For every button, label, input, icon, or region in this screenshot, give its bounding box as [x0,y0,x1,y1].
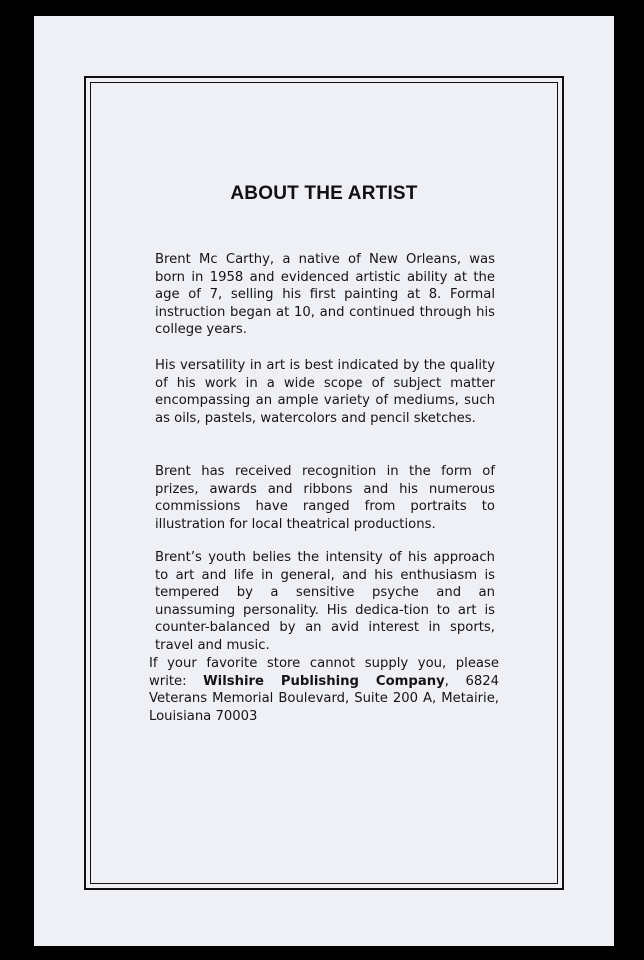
paragraph-versatility: His versatility in art is best indicated by the quality of his work in a wide scope of subject matter encompassing an ample variety of mediums, such as oils, pastels, watercolors and pencil sketches. [155,358,495,426]
page-border [84,76,564,890]
contact-intro: If your favorite store cannot supply you, please write: [149,656,499,689]
publisher-name: Wilshire Publishing Company [203,673,445,689]
paragraph-personality: Brent’s youth belies the intensity of his approach to art and life in general, and his enthusiasm is tempered by a sensitive psyche and an unassuming personality. His dedica-tion to art is counter-balanced by an avid interest in sports, travel and music. [155,550,495,653]
publisher-address: , 6824 Veterans Memorial Boulevard, Suite 200 A, Metairie, Louisiana 70003 [149,673,499,724]
document-page [34,16,614,946]
paragraph-recognition: Brent has received recognition in the form of prizes, awards and ribbons and his numerous commissions have ranged from portraits to illustration for local theatrical productions. [155,464,495,532]
page-title: ABOUT THE ARTIST [230,183,418,204]
paragraph-contact [149,655,499,725]
paragraph-biography: Brent Mc Carthy, a native of New Orleans, was born in 1958 and evidenced artistic ability at the age of 7, selling his first painting at 8. Formal instruction began at 10, and continued through his college years. [155,252,495,337]
page-border-inner [90,82,558,884]
